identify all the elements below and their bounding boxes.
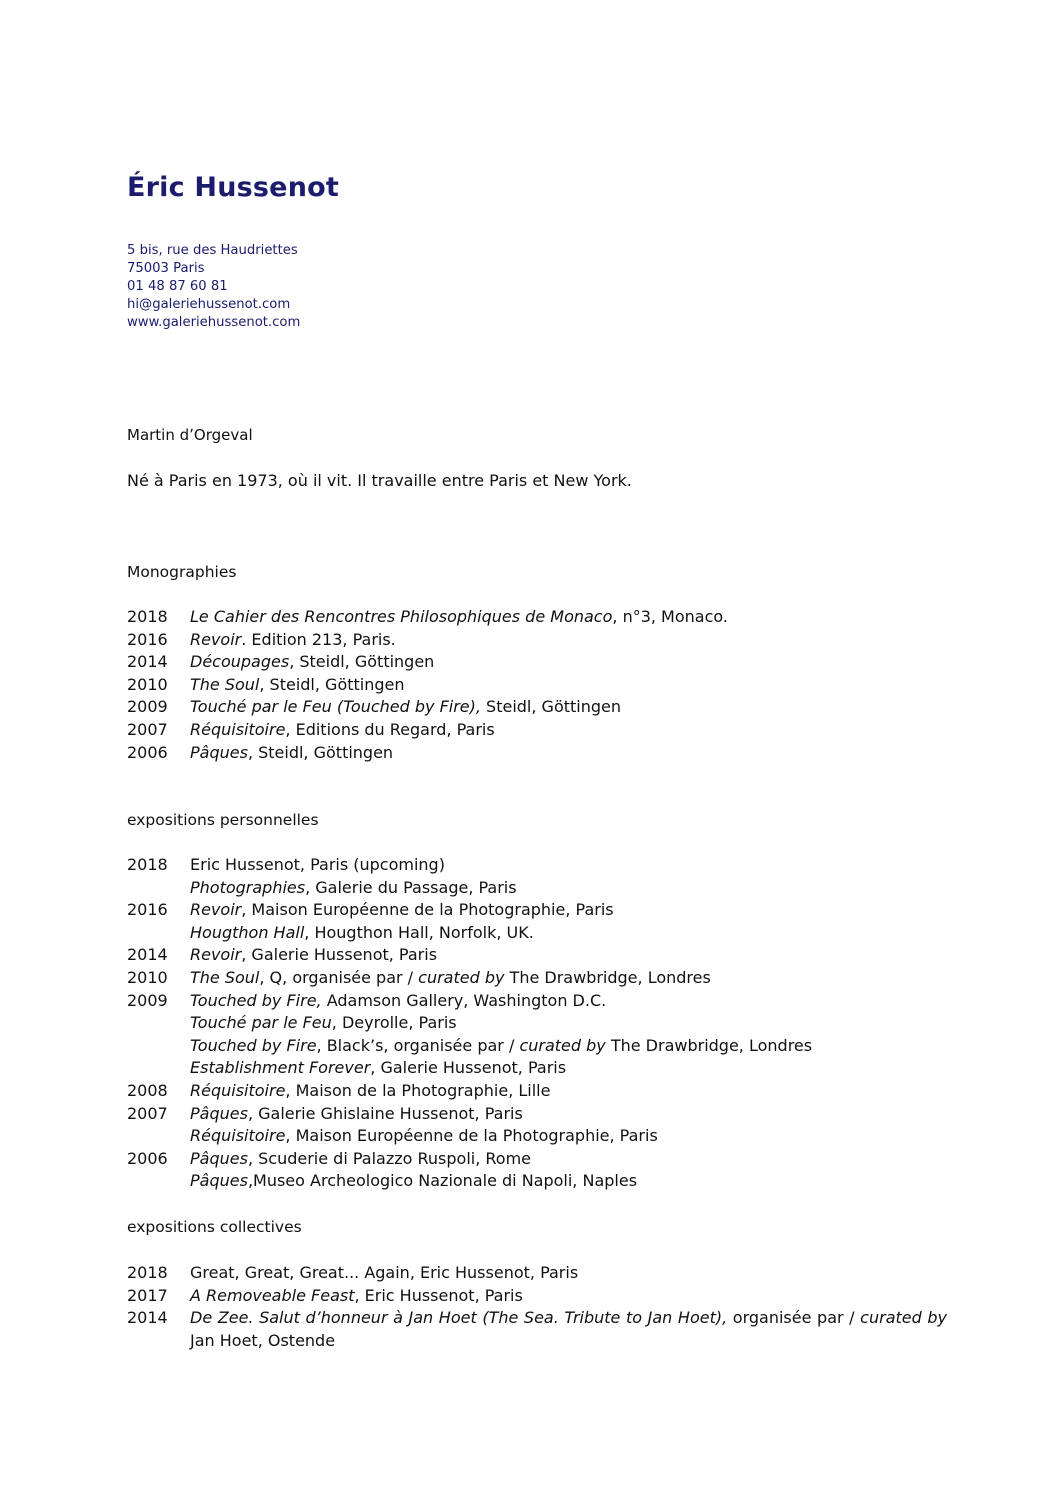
list-item [127,1262,947,1285]
entry-items [190,854,947,899]
entry-items [190,651,947,674]
list-item [127,606,947,629]
italic-title-text: The Soul [190,674,260,694]
list-item [127,674,947,697]
entry-text: , Black’s, organisée par / [316,1035,520,1055]
entry-line [190,1148,947,1171]
entry-text: , Steidl, Göttingen [259,674,405,694]
section-list-expositions-personnelles [127,854,947,1193]
entry-line [190,1035,947,1058]
entry-items [190,674,947,697]
entry-text: Steidl, Göttingen [480,697,622,717]
list-item [127,1148,947,1193]
entry-items [190,1080,947,1103]
entry-line [190,606,947,629]
list-item [127,967,947,990]
entry-text: , Maison de la Photographie, Lille [285,1080,551,1100]
entry-items [190,742,947,765]
list-item [127,742,947,765]
entry-year: 2010 [127,674,168,694]
italic-title-text: De Zee. Salut d’honneur à Jan Hoet (The Sea. Tribute to Jan Hoet), [190,1308,728,1328]
entry-line [190,1285,947,1308]
entry-line [190,1103,947,1126]
entry-text: , Eric Hussenot, Paris [354,1285,523,1305]
entry-year: 2010 [127,967,168,987]
entry-text: The Drawbridge, Londres [504,967,711,987]
entry-items [190,606,947,629]
entry-text: Great, Great, Great... Again, Eric Hussenot, Paris [190,1263,579,1282]
artist-name: Martin d’Orgeval [127,426,253,444]
artist-bio: Né à Paris en 1973, où il vit. Il travaille entre Paris et New York. [127,471,632,490]
entry-items [190,719,947,742]
entry-year: 2016 [127,900,168,920]
entry-text: organisée par / [727,1308,861,1328]
entry-text: . Edition 213, Paris. [241,629,396,649]
entry-items [190,967,947,990]
italic-title-text: Pâques [190,1148,248,1168]
entry-text: , Galerie Hussenot, Paris [370,1058,567,1078]
italic-title-text: Revoir [190,900,242,920]
entry-text: , Steidl, Göttingen [289,652,435,672]
entry-items [190,990,947,1080]
entry-line [190,1307,947,1352]
website-link[interactable]: www.galeriehussenot.com [127,315,301,330]
entry-items [190,696,947,719]
italic-title-text: Revoir [190,629,242,649]
entry-items [190,1262,947,1285]
section-list-monographies [127,606,947,764]
entry-text: , Galerie Hussenot, Paris [241,945,438,965]
entry-items [190,899,947,944]
entry-line [190,1012,947,1035]
entry-line [190,990,947,1013]
entry-text: , Galerie du Passage, Paris [305,877,517,897]
entry-text: Adamson Gallery, Washington D.C. [321,990,607,1010]
list-item [127,944,947,967]
italic-title-text: Revoir [190,945,242,965]
phone-number: 01 48 87 60 81 [127,279,228,294]
italic-title-text: Photographies [190,877,306,897]
entry-text: Jan Hoet, Ostende [190,1330,336,1350]
italic-title-text: Pâques [190,742,248,762]
italic-title-text: Touched by Fire, [190,990,322,1010]
italic-title-text: Pâques [190,1171,248,1191]
italic-title-text: A Removeable Feast [190,1285,355,1305]
list-item [127,1080,947,1103]
entry-year: 2014 [127,652,168,672]
section-list-expositions-collectives [127,1262,947,1352]
entry-year: 2007 [127,719,168,739]
entry-year: 2009 [127,990,168,1010]
section-title-expositions-collectives: expositions collectives [127,1218,302,1236]
entry-year: 2018 [127,855,168,874]
entry-text: , Scuderie di Palazzo Ruspoli, Rome [247,1148,531,1168]
entry-year: 2017 [127,1285,168,1305]
entry-text: , Maison Européenne de la Photographie, Paris [285,1126,658,1146]
entry-line [190,1170,947,1193]
entry-line [190,696,947,719]
section-title-expositions-personnelles: expositions personnelles [127,811,319,829]
italic-title-text: Pâques [190,1103,248,1123]
entry-line [190,629,947,652]
list-item [127,629,947,652]
entry-items [190,1103,947,1148]
entry-text: , n°3, Monaco. [612,607,728,626]
italic-title-text: curated by [860,1308,947,1328]
entry-text: , Deyrolle, Paris [331,1013,457,1033]
italic-title-text: Touched by Fire [190,1035,317,1055]
gallery-contact [127,242,300,332]
entry-items [190,1148,947,1193]
italic-title-text: Touché par le Feu [190,1013,332,1033]
entry-text: , Editions du Regard, Paris [285,719,495,739]
entry-line [190,1080,947,1103]
italic-title-text: Le Cahier des Rencontres Philosophiques de Monaco [190,607,613,626]
entry-text: The Drawbridge, Londres [605,1035,813,1055]
italic-title-text: curated by [418,967,505,987]
email-link[interactable]: hi@galeriehussenot.com [127,297,291,312]
entry-line [190,1125,947,1148]
entry-year: 2014 [127,1308,168,1328]
entry-line [190,854,947,877]
entry-year: 2006 [127,1148,168,1168]
entry-line [190,651,947,674]
italic-title-text: The Soul [190,967,260,987]
entry-line [190,899,947,922]
italic-title-text: Réquisitoire [190,1080,286,1100]
entry-items [190,629,947,652]
entry-text: , Q, organisée par / [259,967,419,987]
entry-year: 2008 [127,1080,168,1100]
list-item [127,719,947,742]
italic-title-text: Découpages [190,652,290,672]
entry-items [190,1307,947,1352]
italic-title-text: Establishment Forever [190,1058,371,1078]
entry-text: Eric Hussenot, Paris (upcoming) [190,855,445,874]
entry-items [190,944,947,967]
list-item [127,1307,947,1352]
entry-text: , Galerie Ghislaine Hussenot, Paris [247,1103,523,1123]
italic-title-text: Hougthon Hall [190,922,305,942]
entry-year: 2007 [127,1103,168,1123]
entry-line [190,719,947,742]
entry-year: 2018 [127,607,168,626]
list-item [127,1103,947,1148]
entry-items [190,1285,947,1308]
entry-line [190,922,947,945]
entry-line [190,967,947,990]
list-item [127,854,947,899]
entry-line [190,944,947,967]
section-title-monographies: Monographies [127,563,237,581]
italic-title-text: Réquisitoire [190,1126,286,1146]
italic-title-text: Réquisitoire [190,719,286,739]
list-item [127,651,947,674]
entry-text: ,Museo Archeologico Nazionale di Napoli, Naples [247,1171,638,1191]
list-item [127,899,947,944]
entry-year: 2018 [127,1263,168,1282]
entry-year: 2006 [127,742,168,762]
italic-title-text: Touché par le Feu (Touched by Fire), [190,697,481,717]
entry-text: , Hougthon Hall, Norfolk, UK. [304,922,534,942]
entry-text: , Steidl, Göttingen [247,742,394,762]
entry-line [190,1057,947,1080]
entry-line [190,1262,947,1285]
entry-text: , Maison Européenne de la Photographie, Paris [241,900,614,920]
list-item [127,990,947,1080]
entry-year: 2016 [127,629,168,649]
entry-year: 2014 [127,945,168,965]
gallery-name: Éric Hussenot [127,172,339,203]
italic-title-text: curated by [519,1035,606,1055]
postal-code-city: 75003 Paris [127,261,205,276]
entry-line [190,674,947,697]
address-line: 5 bis, rue des Haudriettes [127,243,298,258]
entry-line [190,742,947,765]
entry-line [190,877,947,900]
list-item [127,1285,947,1308]
entry-year: 2009 [127,697,168,717]
list-item [127,696,947,719]
